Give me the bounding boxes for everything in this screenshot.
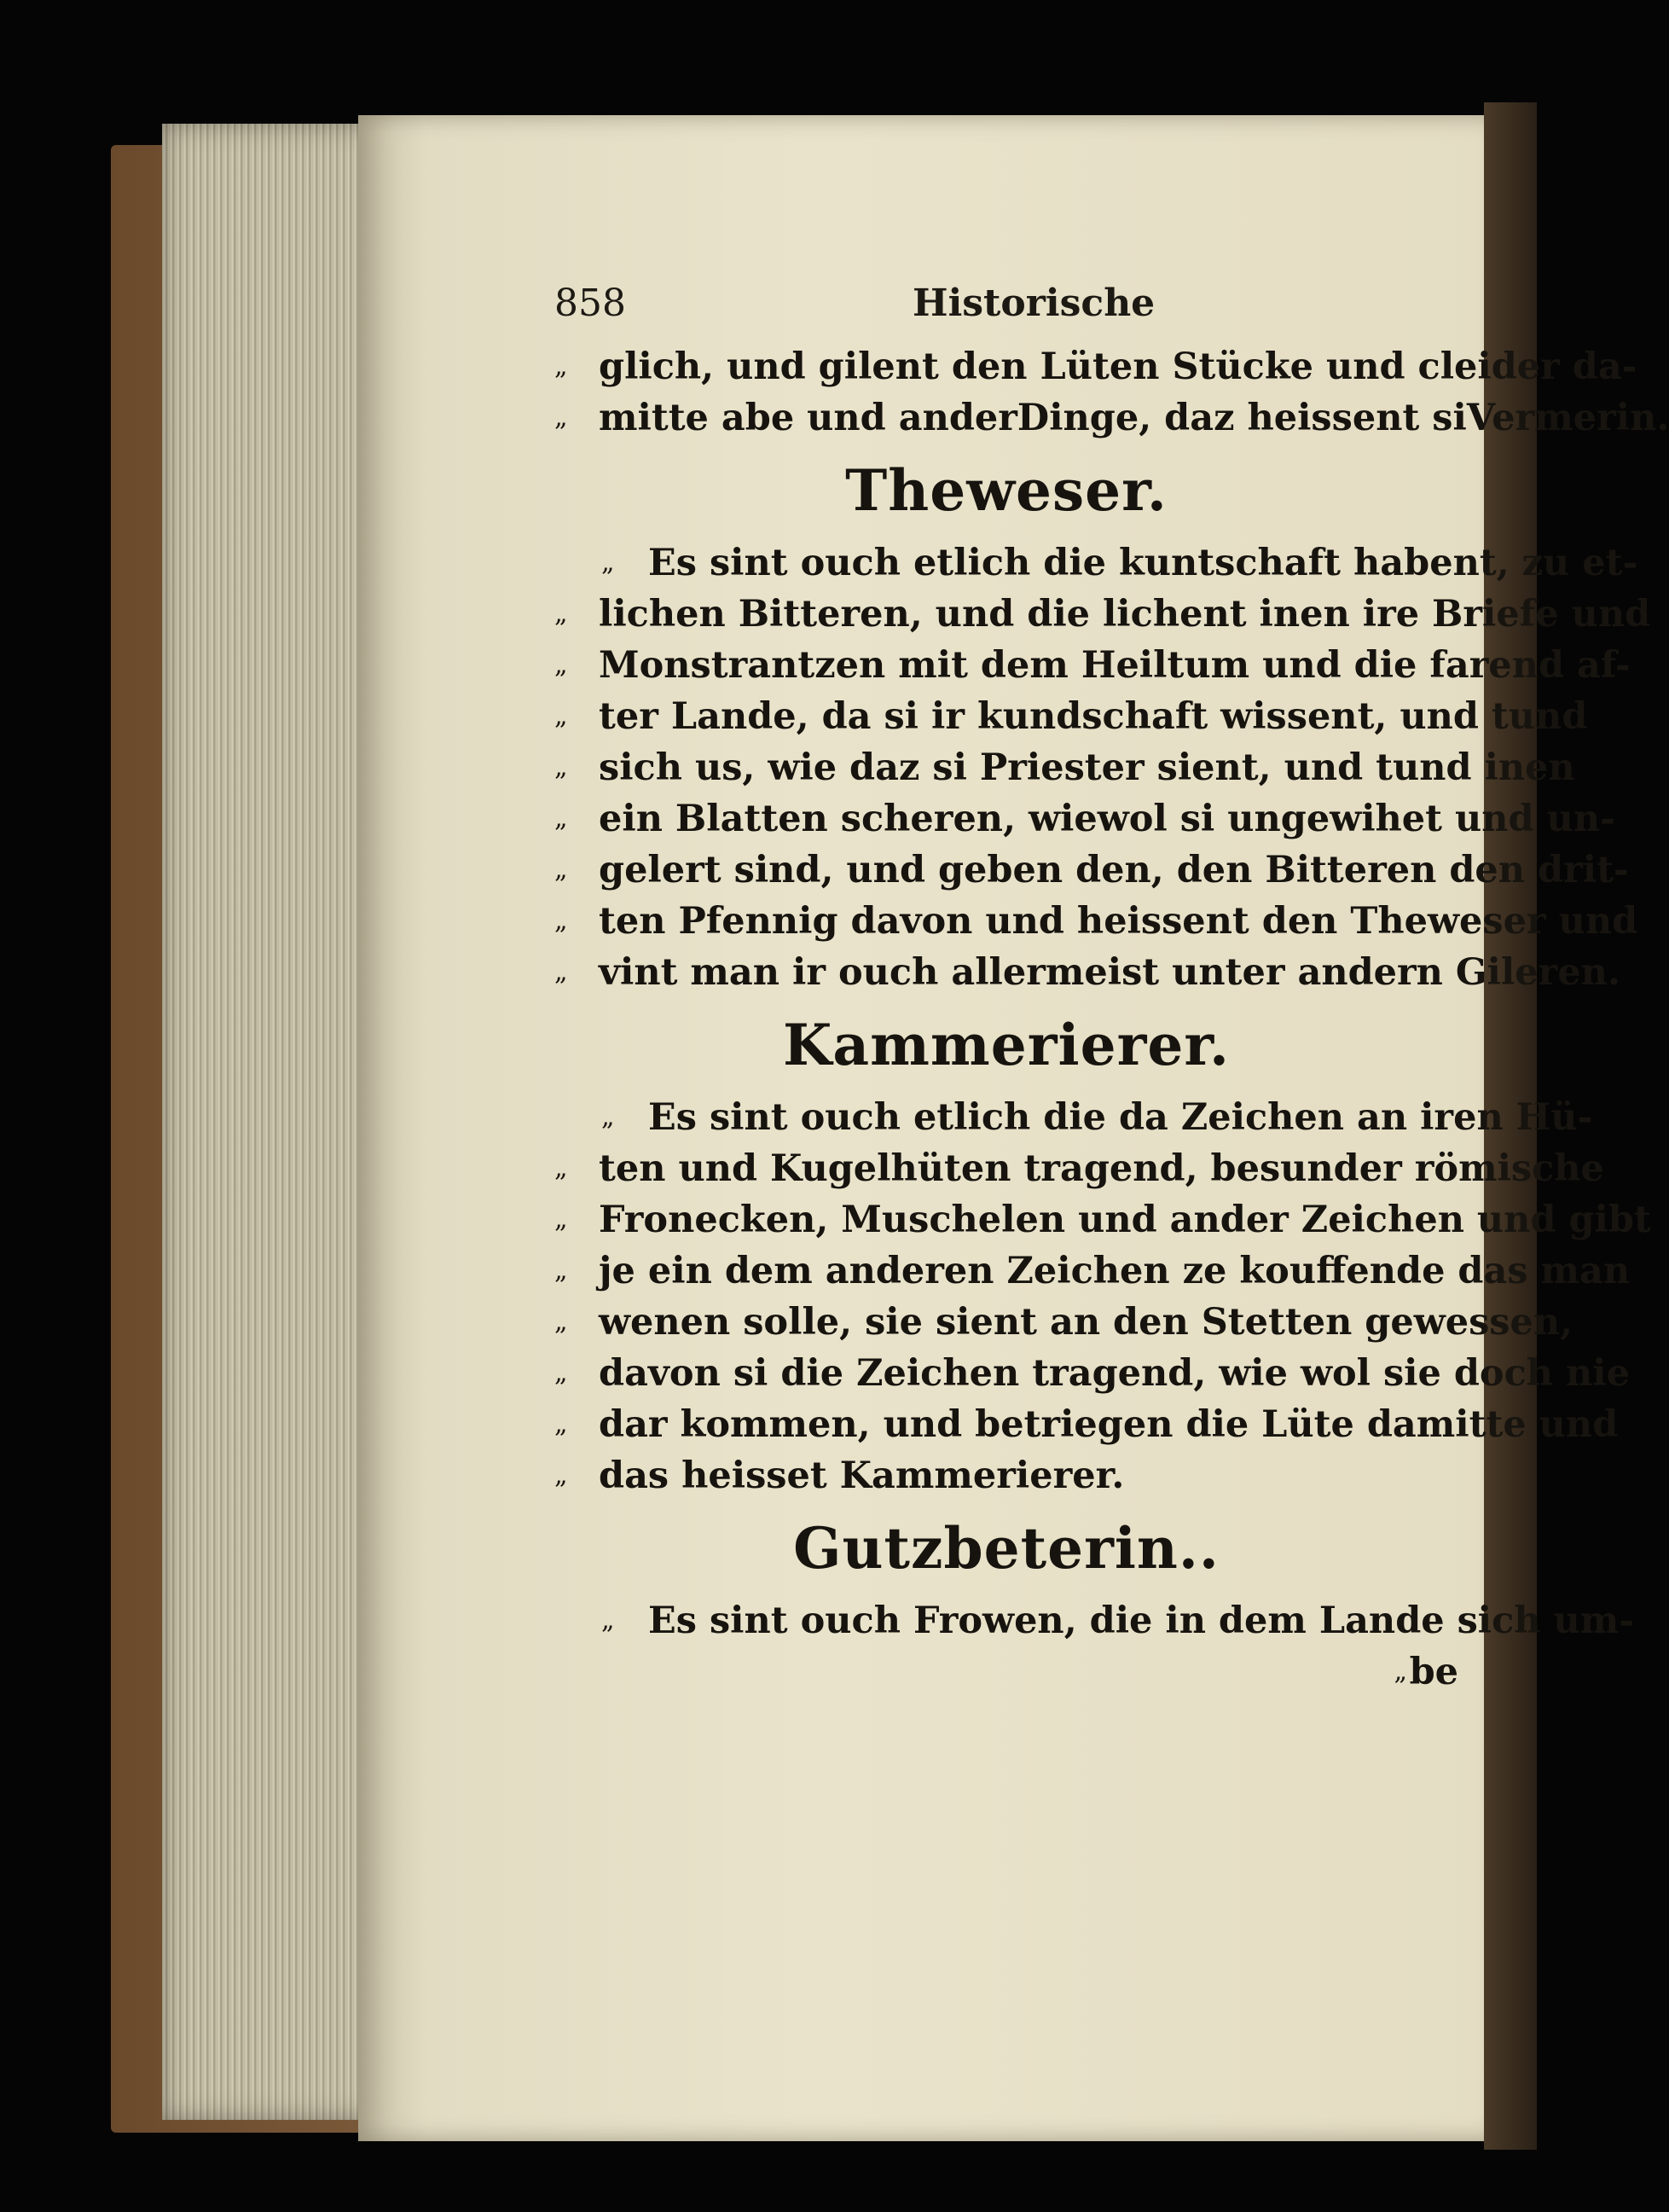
text-line: „ Es sint ouch etlich die kuntschaft habent, zu et-: [554, 537, 1458, 589]
quote-mark: „: [554, 351, 568, 381]
text-line: „ glich, und gilent den Lüten Stücke und cleider da-: [554, 341, 1458, 392]
quote-mark: „: [554, 701, 568, 731]
section-heading-kammerierer: Kammerierer.: [782, 1012, 1231, 1078]
running-head: [554, 282, 1450, 333]
text-line: „ ter Lande, da si ir kundschaft wissent, und tund: [554, 691, 1458, 742]
text-line: „ Es sint ouch Frowen, die in dem Lande sich um-: [554, 1595, 1458, 1646]
text-line: „ Fronecken, Muschelen und ander Zeichen und gibt: [554, 1194, 1458, 1245]
quote-mark: „: [601, 1605, 615, 1635]
section-heading-theweser: Theweser.: [845, 457, 1168, 524]
quote-mark: „: [554, 1153, 568, 1183]
text-line: „ sich us, wie daz si Priester sient, und tund inen: [554, 742, 1458, 793]
quote-mark: „: [554, 1307, 568, 1337]
text-line: „ ein Blatten scheren, wiewol si ungewihet und un-: [554, 793, 1458, 845]
text-line: „ ten und Kugelhüten tragend, besunder römische: [554, 1143, 1458, 1194]
page-number: 858: [554, 282, 626, 325]
quote-mark: „: [554, 650, 568, 680]
catchword: „ be: [554, 1646, 1458, 1698]
quote-mark: „: [554, 855, 568, 885]
text-line: „ das heisset Kammerierer.: [554, 1450, 1458, 1501]
text-line: „ je ein dem anderen Zeichen ze kouffende das man: [554, 1245, 1458, 1297]
page-content: [554, 341, 1669, 1698]
text-line: „ mitte abe und anderDinge, daz heissent siVermerin.: [554, 392, 1458, 444]
quote-mark: „: [554, 1256, 568, 1286]
quote-mark: „: [601, 548, 615, 578]
quote-mark: „: [554, 1460, 568, 1490]
quote-mark: „: [554, 906, 568, 936]
quote-mark: „: [554, 1409, 568, 1439]
quote-mark: „: [554, 1358, 568, 1388]
quote-mark: „: [554, 1205, 568, 1234]
text-line: „ gelert sind, und geben den, den Bitteren den drit-: [554, 845, 1458, 896]
section-heading-gutzbeterin: Gutzbeterin..: [793, 1515, 1220, 1582]
quote-mark: „: [601, 1102, 615, 1132]
text-line: „ dar kommen, und betriegen die Lüte damitte und: [554, 1399, 1458, 1450]
text-line: „ davon si die Zeichen tragend, wie wol sie doch nie: [554, 1348, 1458, 1399]
text-line: „ lichen Bitteren, und die lichent inen ire Briefe und: [554, 589, 1458, 640]
quote-mark: „: [554, 403, 568, 433]
text-line: „ vint man ir ouch allermeist unter andern Gileren.: [554, 947, 1458, 998]
quote-mark: „: [554, 752, 568, 782]
quote-mark: „: [1394, 1657, 1407, 1687]
text-line: „ Monstrantzen mit dem Heiltum und die farend af-: [554, 640, 1458, 691]
running-title: Historische: [913, 282, 1156, 325]
text-line: „ wenen solle, sie sient an den Stetten gewessen,: [554, 1297, 1458, 1348]
quote-mark: „: [554, 957, 568, 987]
text-line: „ Es sint ouch etlich die da Zeichen an iren Hü-: [554, 1092, 1458, 1143]
quote-mark: „: [554, 804, 568, 833]
quote-mark: „: [554, 599, 568, 629]
page-edges: [162, 124, 384, 2120]
text-line: „ ten Pfennig davon und heissent den Theweser und: [554, 896, 1458, 947]
